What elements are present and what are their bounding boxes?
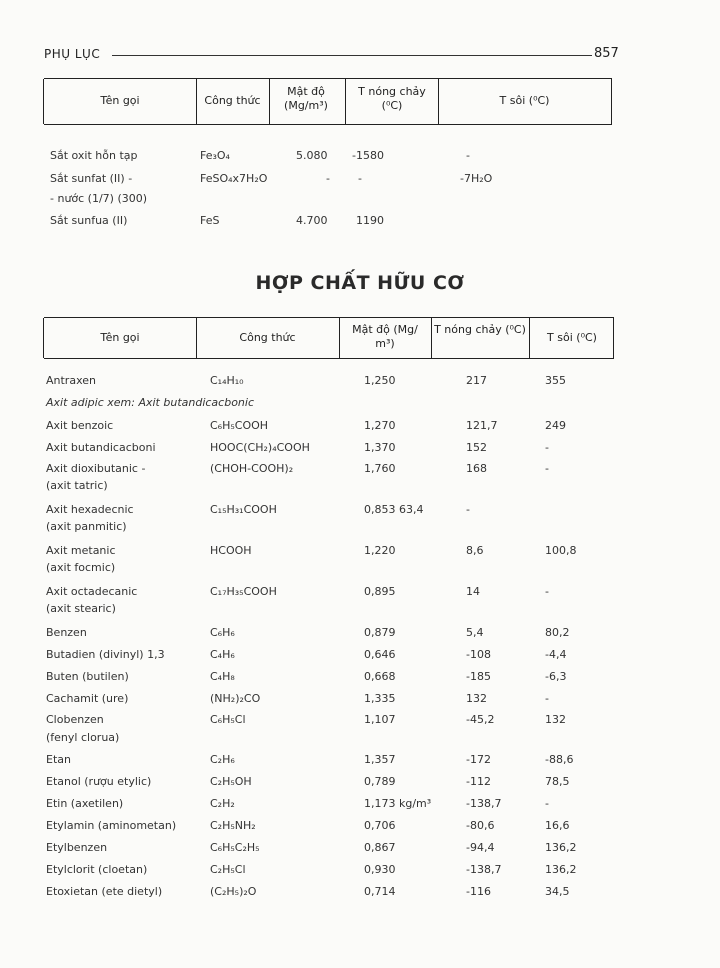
cell-name: Axit dioxibutanic - — [46, 462, 146, 475]
cell-melting: - — [466, 503, 470, 516]
table2-row — [0, 374, 720, 388]
table2-row — [0, 885, 720, 899]
cell-boiling: -6,3 — [545, 670, 567, 683]
cell-name: (axit stearic) — [46, 602, 116, 615]
header-rule — [112, 55, 592, 56]
cell-density: 0,789 — [364, 775, 396, 788]
cell-melting: -112 — [466, 775, 491, 788]
cell-formula: C₄H₆ — [210, 648, 235, 661]
t1-row-1 — [0, 149, 720, 163]
t1-col-boiling: T sôi (⁰C) — [499, 94, 550, 107]
table2-row — [0, 626, 720, 640]
table2-row — [0, 544, 720, 558]
cell-formula: C₁₇H₃₅COOH — [210, 585, 277, 598]
cell-boiling: 80,2 — [545, 626, 570, 639]
cell-melting: - — [358, 172, 362, 185]
cell-density: 0,706 — [364, 819, 396, 832]
cell-boiling: 249 — [545, 419, 566, 432]
cell-name: Etan — [46, 753, 71, 766]
table2-row — [0, 561, 720, 575]
table2-row — [0, 503, 720, 517]
table2-row — [0, 396, 720, 410]
cell-melting: -80,6 — [466, 819, 495, 832]
table2-header — [44, 317, 614, 359]
cell-melting: 132 — [466, 692, 487, 705]
cell-formula: HCOOH — [210, 544, 252, 557]
cell-melting: 217 — [466, 374, 487, 387]
t2-col-name: Tên gọi — [100, 331, 140, 344]
table2-row — [0, 753, 720, 767]
cell-melting: 8,6 — [466, 544, 484, 557]
cell-name: Butadien (divinyl) 1,3 — [46, 648, 165, 661]
t1-row-2 — [0, 172, 720, 186]
cell-density: 1,357 — [364, 753, 396, 766]
cell-density: 0,714 — [364, 885, 396, 898]
cell-boiling: - — [545, 585, 549, 598]
cell-boiling: 136,2 — [545, 863, 577, 876]
cell-density: 0,895 — [364, 585, 396, 598]
cell-name: Axit butandicacboni — [46, 441, 156, 454]
cell-formula: (CHOH-COOH)₂ — [210, 462, 294, 475]
cell-melting: 152 — [466, 441, 487, 454]
cell-formula: C₆H₅C₂H₅ — [210, 841, 260, 854]
cell-density: 1,370 — [364, 441, 396, 454]
cell-melting: -172 — [466, 753, 491, 766]
table2-row — [0, 731, 720, 745]
cell-boiling: 136,2 — [545, 841, 577, 854]
cell-melting: -1580 — [352, 149, 384, 162]
table2-row — [0, 713, 720, 727]
cell-melting: 1190 — [356, 214, 384, 227]
cell-formula: FeS — [200, 214, 220, 227]
cell-density: 0,930 — [364, 863, 396, 876]
cell-density: 1,107 — [364, 713, 396, 726]
cell-melting: 14 — [466, 585, 480, 598]
cell-name: Axit octadecanic — [46, 585, 138, 598]
cell-name: Sắt sunfua (II) — [50, 214, 128, 227]
cell-name: Etanol (rượu etylic) — [46, 775, 152, 788]
cell-formula: C₄H₈ — [210, 670, 235, 683]
cell-name: (fenyl clorua) — [46, 731, 120, 744]
t2-col-melting: T nóng chảy (⁰C) — [434, 323, 526, 336]
cell-boiling: - — [466, 149, 470, 162]
cell-boiling: 355 — [545, 374, 566, 387]
cell-name: Antraxen — [46, 374, 96, 387]
cell-boiling: -88,6 — [545, 753, 574, 766]
cell-formula: (C₂H₅)₂O — [210, 885, 257, 898]
table2-row — [0, 692, 720, 706]
cell-melting: 168 — [466, 462, 487, 475]
cell-boiling: - — [545, 462, 549, 475]
cell-formula: C₆H₆ — [210, 626, 235, 639]
cell-density: 0,668 — [364, 670, 396, 683]
t2-col-boiling: T sôi (⁰C) — [547, 331, 597, 344]
cell-melting: -138,7 — [466, 797, 502, 810]
cell-boiling: - — [545, 692, 549, 705]
cell-density: 1,250 — [364, 374, 396, 387]
cell-name: Etoxietan (ete dietyl) — [46, 885, 163, 898]
table1-header — [44, 78, 612, 125]
cell-name: Etin (axetilen) — [46, 797, 124, 810]
table2-row — [0, 441, 720, 455]
cell-melting: -94,4 — [466, 841, 495, 854]
table2-row — [0, 819, 720, 833]
cell-melting: -138,7 — [466, 863, 502, 876]
cell-boiling: -4,4 — [545, 648, 567, 661]
cell-name: (axit tatric) — [46, 479, 108, 492]
cell-formula: C₁₅H₃₁COOH — [210, 503, 277, 516]
cell-name: Sắt oxit hỗn tạp — [50, 149, 138, 162]
cell-name: Etylclorit (cloetan) — [46, 863, 148, 876]
table2-row — [0, 670, 720, 684]
cell-melting: 5,4 — [466, 626, 484, 639]
cell-melting: -108 — [466, 648, 491, 661]
table2-row — [0, 797, 720, 811]
t1-col-name: Tên gọi — [100, 94, 140, 107]
cell-boiling: 34,5 — [545, 885, 570, 898]
cell-formula: (NH₂)₂CO — [210, 692, 261, 705]
section-title: HỢP CHẤT HỮU CƠ — [255, 272, 465, 294]
cell-boiling: -7H₂O — [460, 172, 493, 185]
table2-row — [0, 863, 720, 877]
cell-formula: C₆H₅Cl — [210, 713, 246, 726]
cell-name: Sắt sunfat (II) - — [50, 172, 133, 185]
t1-row-3 — [0, 192, 720, 206]
table2-row — [0, 462, 720, 476]
cell-density: 1,335 — [364, 692, 396, 705]
cell-density: 4.700 — [296, 214, 328, 227]
cell-boiling: 100,8 — [545, 544, 577, 557]
cell-density: 0,853 63,4 — [364, 503, 424, 516]
table2-row — [0, 479, 720, 493]
cell-boiling: 132 — [545, 713, 566, 726]
cell-name: (axit panmitic) — [46, 520, 127, 533]
page-number: 857 — [594, 46, 619, 61]
cell-name: - nước (1/7) (300) — [50, 192, 148, 205]
cell-name: Axit hexadecnic — [46, 503, 134, 516]
cell-boiling: - — [545, 797, 549, 810]
cell-name: Cachamit (ure) — [46, 692, 129, 705]
cell-formula: C₂H₅NH₂ — [210, 819, 256, 832]
cell-name: Axit adipic xem: Axit butandicacbonic — [46, 396, 255, 409]
table2-row — [0, 648, 720, 662]
cell-name: Benzen — [46, 626, 87, 639]
table2-row — [0, 520, 720, 534]
t1-col-density: Mật độ (Mg/m³) — [284, 85, 328, 112]
table2-row — [0, 841, 720, 855]
cell-formula: C₂H₆ — [210, 753, 235, 766]
table2-row — [0, 585, 720, 599]
cell-melting: -185 — [466, 670, 491, 683]
cell-density: 0,646 — [364, 648, 396, 661]
cell-boiling: 16,6 — [545, 819, 570, 832]
table2-row — [0, 775, 720, 789]
t2-col-density: Mật độ (Mg/ m³) — [352, 323, 418, 350]
cell-density: 0,867 — [364, 841, 396, 854]
cell-melting: 121,7 — [466, 419, 498, 432]
cell-melting: -45,2 — [466, 713, 495, 726]
t1-col-melting: T nóng chảy (⁰C) — [358, 85, 426, 112]
cell-name: Etylamin (aminometan) — [46, 819, 177, 832]
cell-formula: C₆H₅COOH — [210, 419, 269, 432]
cell-formula: C₂H₂ — [210, 797, 235, 810]
cell-formula: Fe₃O₄ — [200, 149, 230, 162]
cell-formula: C₂H₅Cl — [210, 863, 246, 876]
cell-name: Buten (butilen) — [46, 670, 129, 683]
running-header-title: PHỤ LỤC — [44, 47, 101, 61]
cell-name: Etylbenzen — [46, 841, 108, 854]
cell-name: Axit metanic — [46, 544, 116, 557]
t1-row-4 — [0, 214, 720, 228]
table2-row — [0, 602, 720, 616]
cell-density: 1,270 — [364, 419, 396, 432]
cell-formula: HOOC(CH₂)₄COOH — [210, 441, 310, 454]
cell-name: Axit benzoic — [46, 419, 114, 432]
cell-boiling: - — [545, 441, 549, 454]
cell-formula: C₂H₅OH — [210, 775, 252, 788]
cell-formula: FeSO₄x7H₂O — [200, 172, 268, 185]
t1-col-formula: Công thức — [204, 94, 261, 107]
cell-formula: C₁₄H₁₀ — [210, 374, 244, 387]
cell-boiling: 78,5 — [545, 775, 570, 788]
cell-density: 5.080 — [296, 149, 328, 162]
cell-density: 1,760 — [364, 462, 396, 475]
cell-name: (axit focmic) — [46, 561, 116, 574]
table2-row — [0, 419, 720, 433]
cell-density: 0,879 — [364, 626, 396, 639]
cell-density: 1,220 — [364, 544, 396, 557]
cell-density: - — [326, 172, 330, 185]
t2-col-formula: Công thức — [239, 331, 296, 344]
cell-melting: -116 — [466, 885, 491, 898]
cell-name: Clobenzen — [46, 713, 104, 726]
cell-density: 1,173 kg/m³ — [364, 797, 432, 810]
